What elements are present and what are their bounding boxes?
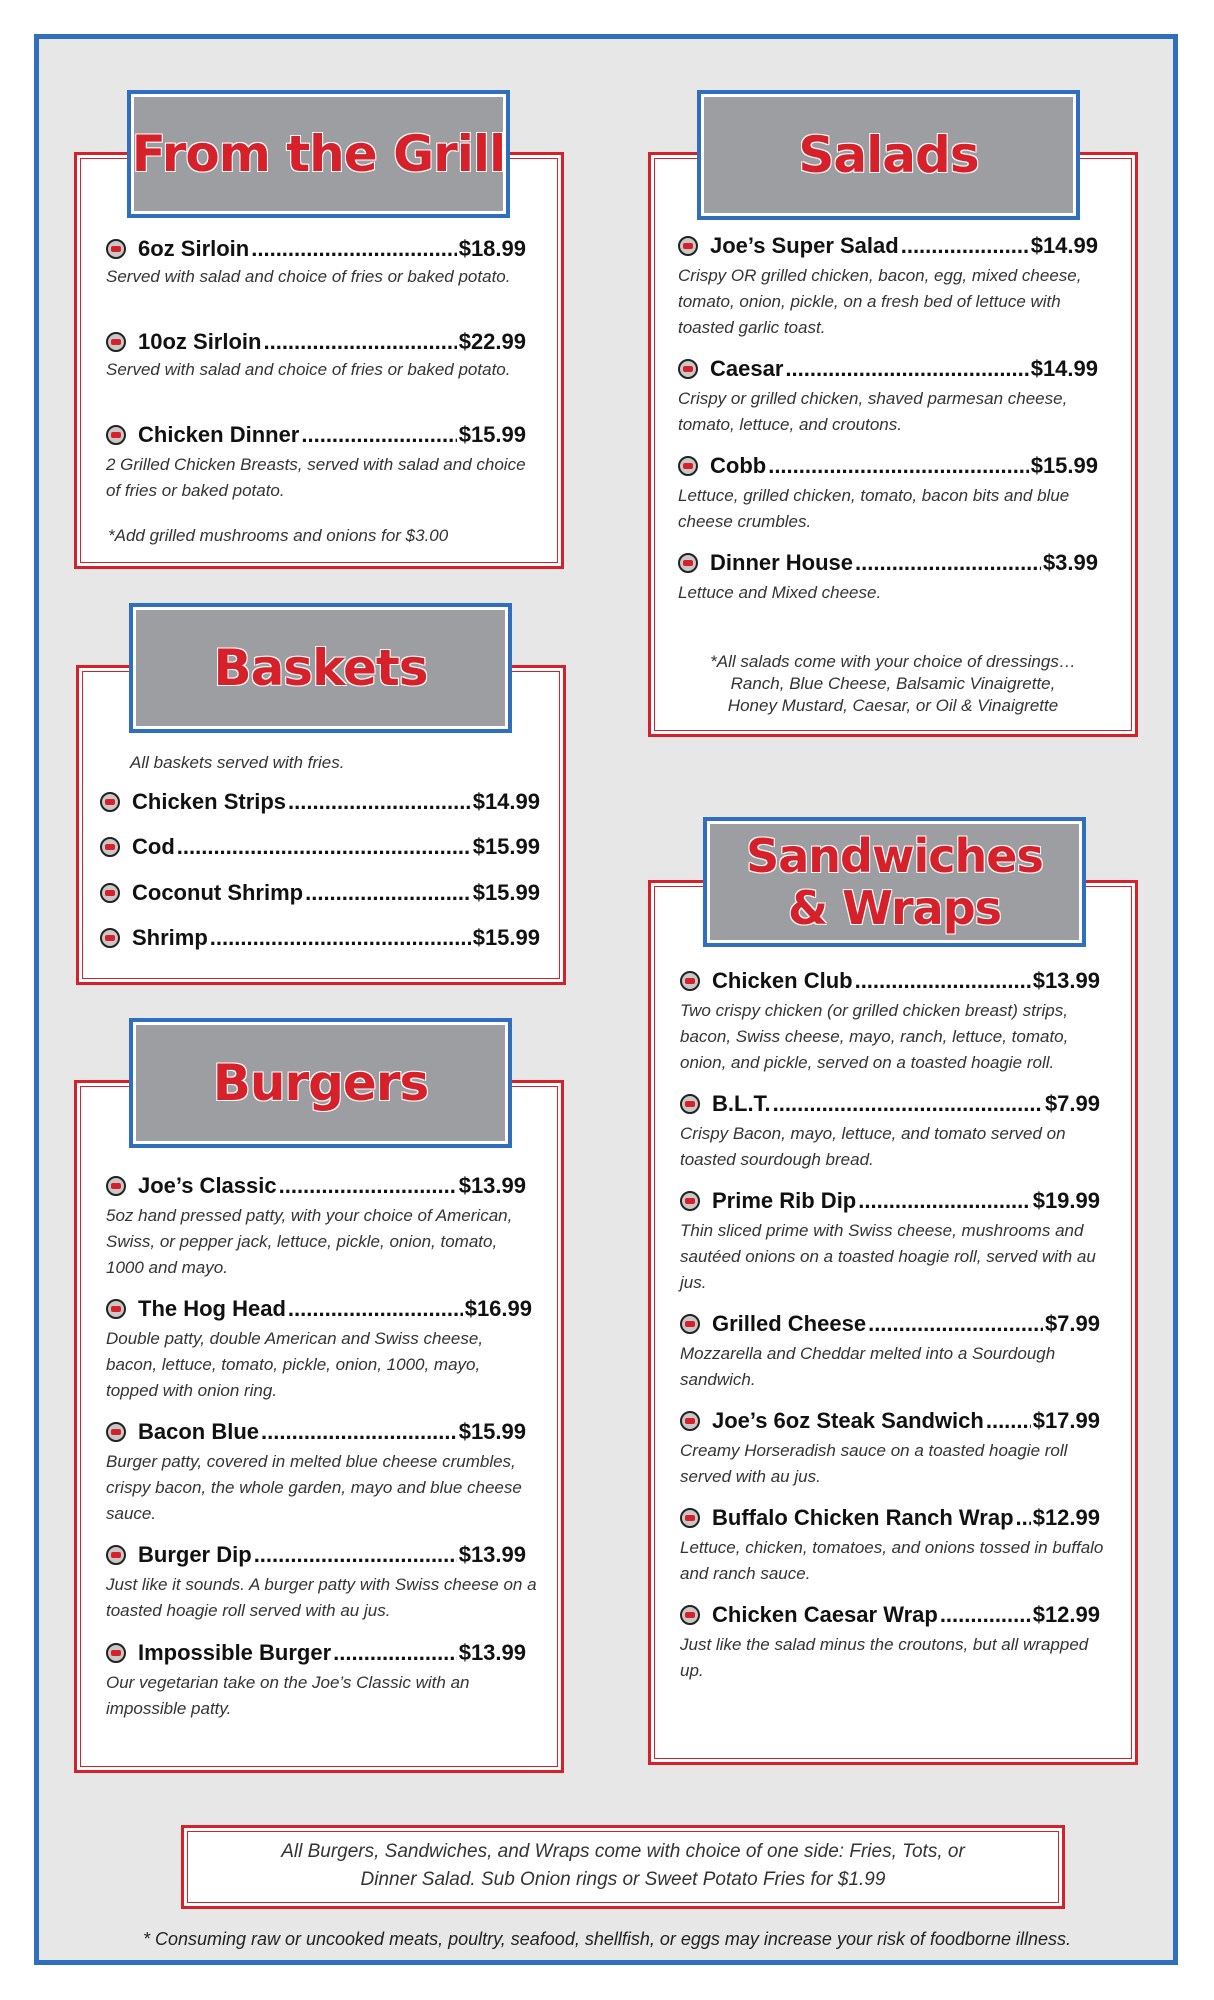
item-price: $14.99 — [1030, 233, 1098, 258]
item-description: Creamy Horseradish sauce on a toasted hoagie roll served with au jus. — [680, 1441, 1068, 1486]
item-name: Cobb — [710, 453, 767, 478]
menu-item — [106, 1296, 532, 1404]
burgers-title-box — [129, 1018, 512, 1148]
pig-logo-icon — [100, 792, 120, 812]
item-name: Chicken Club — [712, 968, 853, 993]
pig-logo-icon — [680, 1411, 700, 1431]
item-price: $15.99 — [472, 880, 540, 905]
item-name: Prime Rib Dip — [712, 1188, 857, 1213]
menu-item — [680, 1311, 1110, 1393]
item-name: Chicken Dinner — [138, 422, 300, 447]
note-line: Ranch, Blue Cheese, Balsamic Vinaigrette, — [730, 674, 1056, 693]
item-price: $13.99 — [1032, 968, 1100, 993]
item-price: $14.99 — [1030, 356, 1098, 381]
item-name: Joe’s 6oz Steak Sandwich — [712, 1408, 984, 1433]
grill-title-box — [127, 90, 510, 218]
pig-logo-icon — [678, 359, 698, 379]
item-price: $17.99 — [1032, 1408, 1100, 1433]
item-price: $15.99 — [472, 925, 540, 950]
item-price: $7.99 — [1044, 1091, 1100, 1116]
menu-item — [680, 968, 1110, 1076]
item-price: $12.99 — [1032, 1602, 1100, 1627]
baskets-title-box — [129, 603, 512, 733]
item-price: $14.99 — [472, 789, 540, 814]
pig-logo-icon — [680, 1508, 700, 1528]
salads-dressing-note — [650, 651, 1136, 717]
pig-logo-icon — [678, 236, 698, 256]
menu-item — [678, 453, 1118, 535]
item-name: 10oz Sirloin — [138, 329, 262, 354]
item-description: Lettuce, grilled chicken, tomato, bacon bits and blue cheese crumbles. — [678, 486, 1070, 531]
item-price: $15.99 — [458, 422, 526, 447]
pig-logo-icon — [106, 1422, 126, 1442]
menu-item — [106, 422, 526, 504]
item-name: Impossible Burger — [138, 1640, 332, 1665]
note-line: Dinner Salad. Sub Onion rings or Sweet Potato Fries for $1.99 — [360, 1869, 886, 1890]
item-description: 2 Grilled Chicken Breasts, served with salad and choice of fries or baked potato. — [106, 455, 526, 500]
item-price: $22.99 — [458, 329, 526, 354]
item-price: $13.99 — [458, 1542, 526, 1567]
pig-logo-icon — [680, 1314, 700, 1334]
item-price: $7.99 — [1044, 1311, 1100, 1336]
pig-logo-icon — [678, 456, 698, 476]
menu-item — [680, 1091, 1116, 1173]
menu-item — [100, 880, 540, 908]
pig-logo-icon — [106, 239, 126, 259]
item-description: Lettuce and Mixed cheese. — [678, 583, 882, 602]
menu-item — [106, 1640, 526, 1722]
item-name: Shrimp — [132, 925, 208, 950]
item-description: Mozzarella and Cheddar melted into a Sourdough sandwich. — [680, 1344, 1056, 1389]
menu-item — [680, 1188, 1116, 1296]
pig-logo-icon — [100, 837, 120, 857]
item-description: Crispy OR grilled chicken, bacon, egg, mixed cheese, tomato, onion, pickle, on a fresh bed of lettuce with toasted garlic toast. — [678, 266, 1082, 337]
pig-logo-icon — [106, 1545, 126, 1565]
menu-item — [106, 236, 526, 288]
salads-title-box — [697, 90, 1080, 220]
menu-item — [100, 789, 540, 817]
pig-logo-icon — [106, 1176, 126, 1196]
menu-item — [680, 1408, 1110, 1490]
item-description: Thin sliced prime with Swiss cheese, mushrooms and sautéed onions on a toasted hoagie roll, served with au jus. — [680, 1221, 1096, 1292]
menu-item — [106, 1419, 526, 1527]
sandwiches-title-box — [703, 817, 1086, 947]
burgers-title: Burgers — [212, 1054, 429, 1112]
menu-item — [680, 1602, 1100, 1684]
item-price: $15.99 — [1030, 453, 1098, 478]
item-name: Cod — [132, 834, 175, 859]
item-description: Our vegetarian take on the Joe’s Classic with an impossible patty. — [106, 1673, 470, 1718]
item-name: Bacon Blue — [138, 1419, 260, 1444]
pig-logo-icon — [106, 1299, 126, 1319]
menu-item — [106, 1542, 542, 1624]
disclaimer: * Consuming raw or uncooked meats, poultry, seafood, shellfish, or eggs may increase your risk of foodborne illness. — [142, 1929, 1072, 1949]
grill-note: *Add grilled mushrooms and onions for $3.00 — [108, 526, 449, 545]
pig-logo-icon — [680, 1605, 700, 1625]
pig-logo-icon — [106, 1643, 126, 1663]
item-description: Lettuce, chicken, tomatoes, and onions tossed in buffalo and ranch sauce. — [680, 1538, 1104, 1583]
item-name: Joe’s Super Salad — [710, 233, 899, 258]
item-price: $13.99 — [458, 1640, 526, 1665]
item-price: $12.99 — [1032, 1505, 1100, 1530]
item-name: Burger Dip — [138, 1542, 252, 1567]
pig-logo-icon — [680, 1094, 700, 1114]
note-line: All Burgers, Sandwiches, and Wraps come with choice of one side: Fries, Tots, or — [281, 1841, 965, 1862]
item-price: $16.99 — [464, 1296, 532, 1321]
item-price: $19.99 — [1032, 1188, 1100, 1213]
menu-item — [680, 1505, 1110, 1587]
item-name: Joe’s Classic — [138, 1173, 277, 1198]
item-price: $13.99 — [458, 1173, 526, 1198]
menu-item — [100, 834, 540, 862]
item-name: Buffalo Chicken Ranch Wrap — [712, 1505, 1014, 1530]
grill-title: From the Grill — [131, 125, 506, 183]
item-name: B.L.T. — [712, 1091, 771, 1116]
menu-item — [106, 1173, 526, 1281]
note-line: Honey Mustard, Caesar, or Oil & Vinaigrette — [727, 696, 1059, 715]
salads-title: Salads — [798, 126, 979, 184]
item-price: $3.99 — [1042, 550, 1098, 575]
item-price: $15.99 — [458, 1419, 526, 1444]
item-description: Burger patty, covered in melted blue cheese crumbles, crispy bacon, the whole garden, mayo and blue cheese sauce. — [106, 1452, 522, 1523]
pig-logo-icon — [100, 928, 120, 948]
item-description: Served with salad and choice of fries or baked potato. — [106, 360, 511, 379]
pig-logo-icon — [106, 332, 126, 352]
baskets-title: Baskets — [213, 639, 428, 697]
sandwiches-title-line2: & Wraps — [787, 881, 1002, 935]
sandwiches-title — [746, 830, 1043, 934]
item-name: Grilled Cheese — [712, 1311, 867, 1336]
item-description: Double patty, double American and Swiss cheese, bacon, lettuce, tomato, pickle, onion, 1000, mayo, topped with onion ring. — [106, 1329, 484, 1400]
sides-note — [181, 1838, 1065, 1894]
pig-logo-icon — [680, 971, 700, 991]
item-name: The Hog Head — [138, 1296, 286, 1321]
menu-item — [100, 925, 540, 953]
note-line: *All salads come with your choice of dressings… — [710, 652, 1076, 671]
menu-item — [678, 550, 1098, 606]
item-name: Caesar — [710, 356, 784, 381]
item-name: Chicken Strips — [132, 789, 287, 814]
item-description: 5oz hand pressed patty, with your choice of American, Swiss, or pepper jack, lettuce, pickle, onion, tomato, 1000 and mayo. — [106, 1206, 513, 1277]
menu-item — [678, 356, 1108, 438]
menu-item — [106, 329, 526, 381]
sandwiches-title-line1: Sandwiches — [746, 829, 1043, 883]
item-description: Just like the salad minus the croutons, but all wrapped up. — [680, 1635, 1089, 1680]
item-price: $15.99 — [472, 834, 540, 859]
item-price: $18.99 — [458, 236, 526, 261]
item-description: Two crispy chicken (or grilled chicken breast) strips, bacon, Swiss cheese, mayo, ranch, lettuce, tomato, onion, and pickle, served on a toasted hoagie roll. — [680, 1001, 1069, 1072]
item-name: 6oz Sirloin — [138, 236, 250, 261]
item-name: Coconut Shrimp — [132, 880, 304, 905]
item-description: Served with salad and choice of fries or baked potato. — [106, 267, 511, 286]
pig-logo-icon — [106, 425, 126, 445]
item-name: Dinner House — [710, 550, 854, 575]
pig-logo-icon — [680, 1191, 700, 1211]
pig-logo-icon — [100, 883, 120, 903]
menu-item — [678, 233, 1098, 341]
item-name: Chicken Caesar Wrap — [712, 1602, 938, 1627]
item-description: Crispy Bacon, mayo, lettuce, and tomato served on toasted sourdough bread. — [680, 1124, 1066, 1169]
item-description: Just like it sounds. A burger patty with Swiss cheese on a toasted hoagie roll served with au jus. — [106, 1575, 537, 1620]
item-description: Crispy or grilled chicken, shaved parmesan cheese, tomato, lettuce, and croutons. — [678, 389, 1068, 434]
baskets-note: All baskets served with fries. — [130, 753, 345, 772]
pig-logo-icon — [678, 553, 698, 573]
